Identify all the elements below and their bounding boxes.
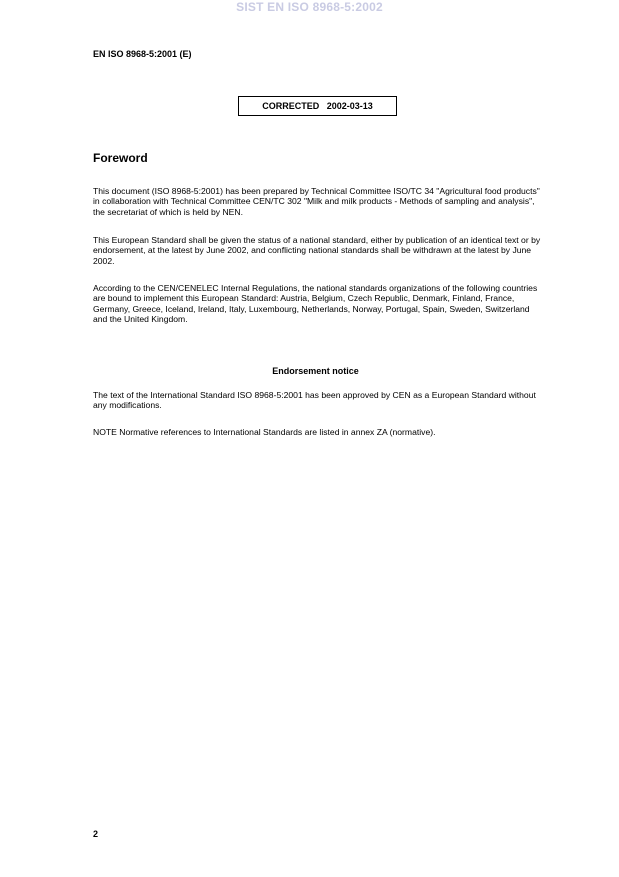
foreword-heading: Foreword — [93, 151, 148, 165]
page-number: 2 — [93, 829, 99, 839]
endorsement-heading: Endorsement notice — [272, 366, 359, 376]
corrected-stamp: CORRECTED 2002-03-13 — [238, 96, 397, 116]
foreword-paragraph: According to the CEN/CENELEC Internal Regulations, the national standards organizations of the following countries are bound to implement this European Standard: Austria, Belgium, Czech Republic, Denmark, Finland, France, Germany, Greece, Iceland, Ireland, Italy, Luxembourg, Netherlands, Norway, Portugal, Spain, Sweden, Switzerland and the United Kingdom. — [93, 283, 538, 325]
foreword-paragraph: This document (ISO 8968-5:2001) has been prepared by Technical Committee ISO/TC 34 "Agricultural food products" in collaboration with Technical Committee CEN/TC 302 "Milk and milk products - Methods of sampling and analysis", the secretariat of which is held by NEN. — [93, 186, 540, 217]
note-paragraph: NOTE Normative references to International Standards are listed in annex ZA (normative). — [93, 427, 436, 437]
document-identifier: EN ISO 8968-5:2001 (E) — [93, 49, 192, 59]
watermark: SIST EN ISO 8968-5:2002 — [236, 0, 383, 14]
endorsement-paragraph: The text of the International Standard ISO 8968-5:2001 has been approved by CEN as a European Standard without any modifications. — [93, 390, 536, 411]
foreword-paragraph: This European Standard shall be given the status of a national standard, either by publication of an identical text or by endorsement, at the latest by June 2002, and conflicting national standards shall be withdrawn at the latest by June 2002. — [93, 235, 541, 266]
